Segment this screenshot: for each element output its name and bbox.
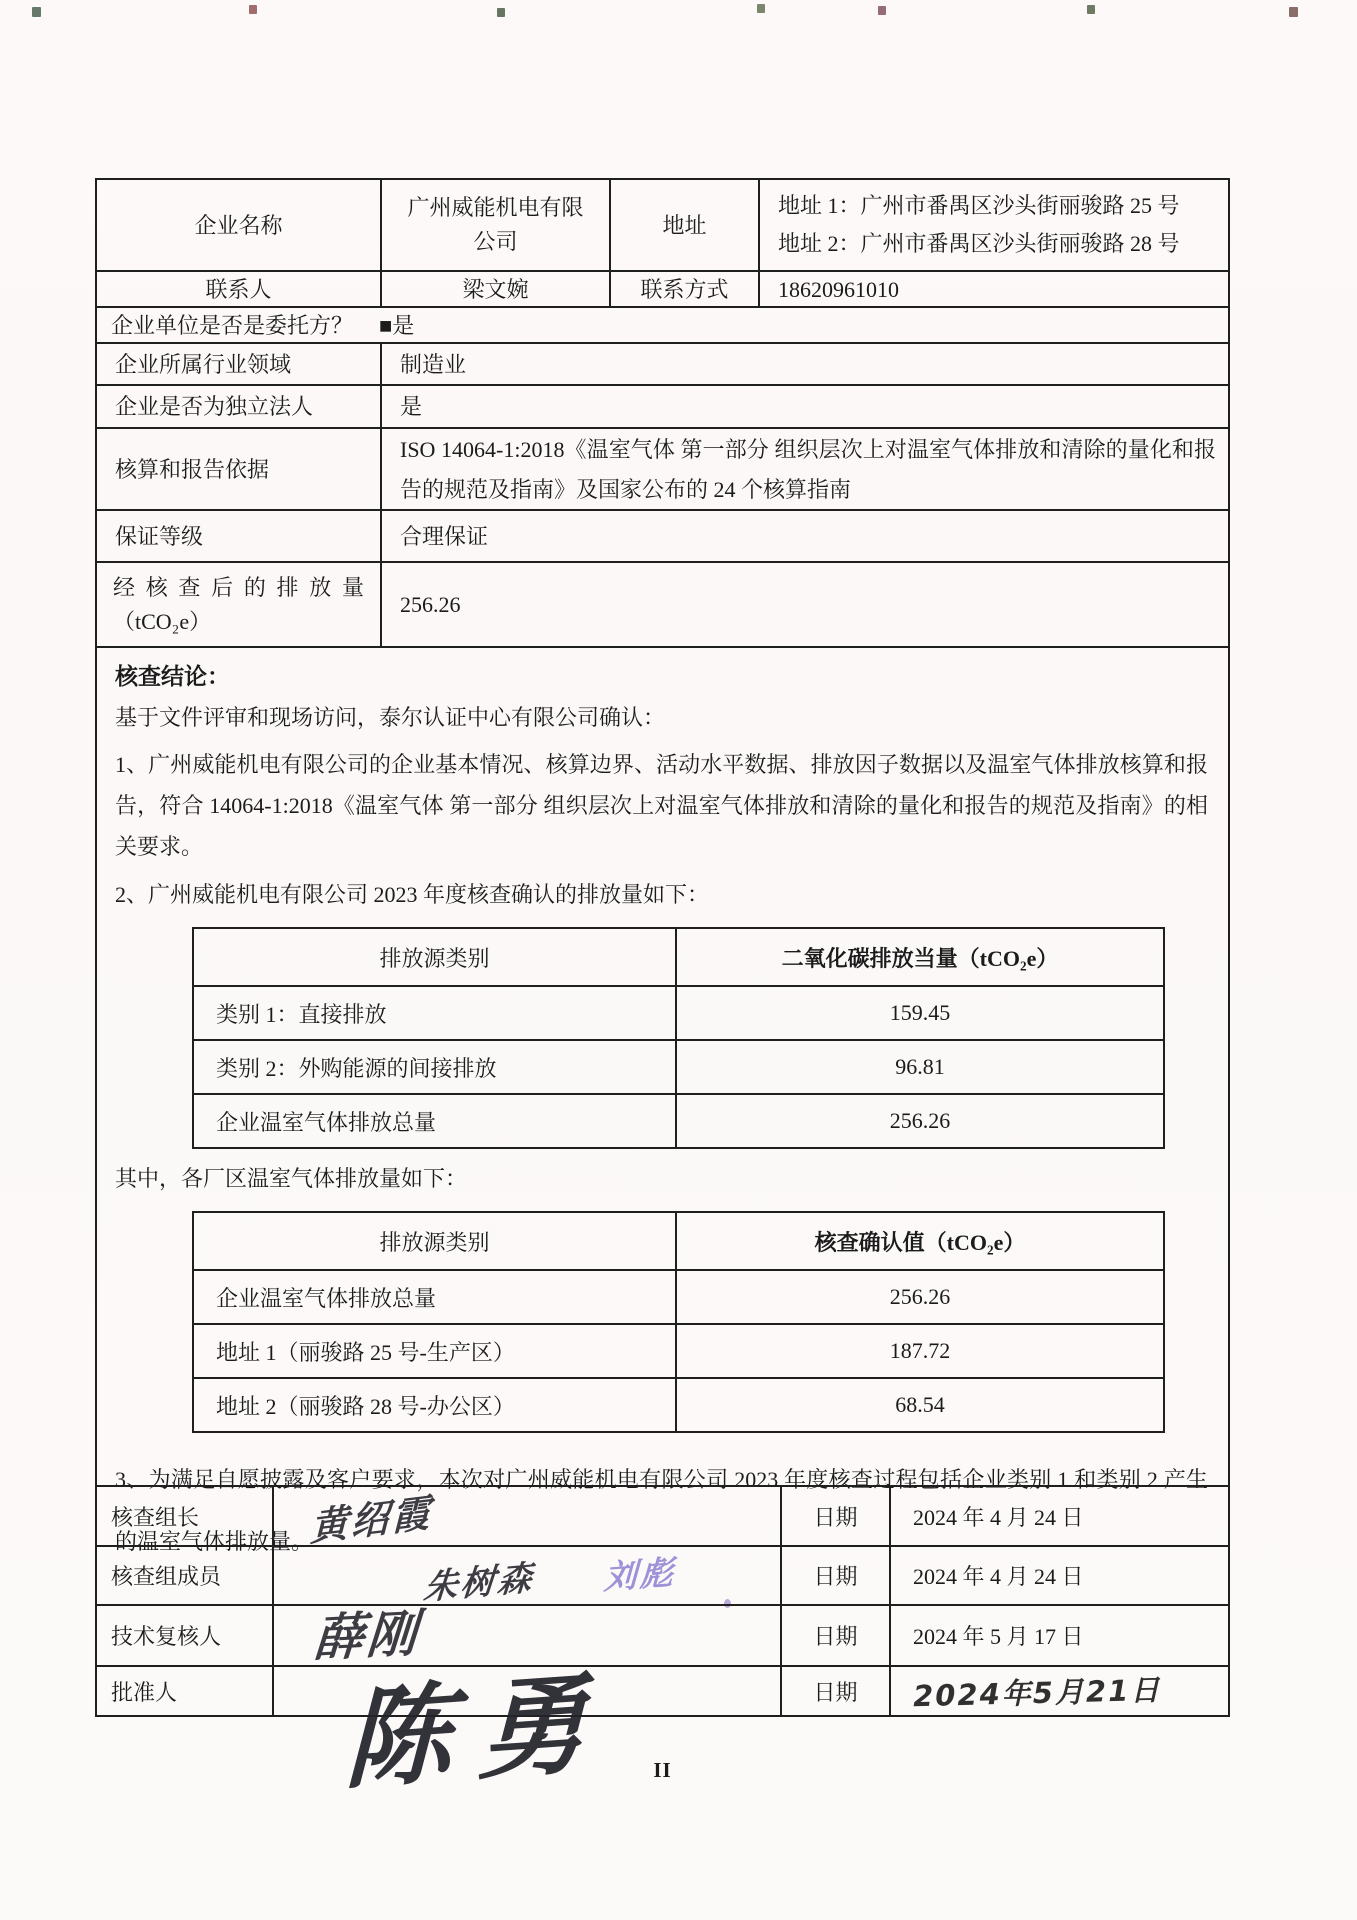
emission-source-header: 排放源类别 (379, 1229, 490, 1255)
scan-speck (1289, 7, 1298, 17)
phone-label: 联系方式 (609, 272, 758, 306)
site-1-value: 187.72 (675, 1325, 1163, 1377)
team-members-label: 核查组成员 (111, 1564, 222, 1589)
table-row (97, 270, 1228, 306)
site-2-label: 地址 2（丽骏路 28 号-办公区） (216, 1393, 515, 1419)
site-breakdown-note: 其中，各厂区温室气体排放量如下： (115, 1166, 468, 1191)
scan-speck (497, 8, 505, 17)
site-2-value: 68.54 (675, 1379, 1163, 1431)
basis-value: ISO 14064-1:2018《温室气体 第一部分 组织层次上对温室气体排放和清除的量化和报告的规范及指南》及国家公布的 24 个核算指南 (400, 437, 1216, 502)
approver-label: 批准人 (111, 1679, 178, 1705)
date-label: 日期 (780, 1667, 889, 1715)
contact-label: 联系人 (205, 276, 272, 302)
industry-label: 企业所属行业领域 (115, 351, 292, 377)
table-row (97, 384, 1228, 427)
scan-speck (32, 7, 41, 17)
conclusion-paragraph-3: 3、为满足自愿披露及客户要求，本次对广州威能机电有限公司 2023 年度核查过程包括企业类别 1 和类别 2 产生的温室气体排放量。 (115, 1467, 1208, 1554)
verified-emission-unit: （tCO₂e） (113, 608, 212, 634)
conclusion-paragraph-1: 1、广州威能机电有限公司的企业基本情况、核算边界、活动水平数据、排放因子数据以及温室气体排放核算和报告，符合 14064-1:2018《温室气体 第一部分 组织层次上对温室气体排放和清除的量化和报告的规范及指南》的相关要求。 (115, 752, 1208, 859)
category-1-label: 类别 1：直接排放 (216, 1001, 387, 1027)
technical-reviewer-label: 技术复核人 (111, 1624, 222, 1649)
legal-entity-label: 企业是否为独立法人 (115, 394, 314, 419)
emissions-by-site-table (192, 1211, 1165, 1433)
basis-label: 核算和报告依据 (115, 456, 270, 482)
contact-value: 梁文婉 (380, 272, 609, 306)
approver-signature: 陈勇 (343, 1660, 613, 1805)
conclusion-paragraph-2: 2、广州威能机电有限公司 2023 年度核查确认的排放量如下： (115, 882, 710, 907)
table-row (97, 180, 1228, 270)
table-row (97, 427, 1228, 509)
site-1-label: 地址 1（丽骏路 25 号-生产区） (216, 1339, 515, 1365)
table-row (194, 985, 1163, 1039)
scan-speck (1087, 5, 1095, 14)
emission-source-header: 排放源类别 (379, 945, 490, 971)
client-question: 企业单位是否是委托方？ (111, 312, 354, 338)
emissions-by-category-table (192, 927, 1165, 1149)
team-leader-label: 核查组长 (111, 1504, 200, 1530)
team-members-date: 2024 年 4 月 24 日 (889, 1547, 1228, 1604)
table-row (194, 1269, 1163, 1323)
scan-speck (249, 5, 257, 14)
table-row (194, 1093, 1163, 1147)
site-total-value: 256.26 (675, 1271, 1163, 1323)
date-label: 日期 (780, 1487, 889, 1545)
signature-row-team-members (97, 1545, 1228, 1609)
address-line-2: 地址 2：广州市番禺区沙头街丽骏路 28 号 (778, 231, 1180, 256)
table-header-row (194, 929, 1163, 985)
co2-equivalent-header: 二氧化碳排放当量（tCO₂e） (675, 929, 1163, 985)
table-row (194, 1377, 1163, 1431)
conclusion-title: 核查结论： (115, 663, 230, 689)
company-name-label: 企业名称 (194, 212, 283, 238)
site-total-label: 企业温室气体排放总量 (216, 1285, 437, 1311)
category-1-value: 159.45 (675, 987, 1163, 1039)
total-emission-value: 256.26 (675, 1095, 1163, 1147)
signature-row-team-leader (97, 1485, 1228, 1550)
table-header-row (194, 1213, 1163, 1269)
address-label: 地址 (609, 180, 758, 270)
assurance-label: 保证等级 (115, 523, 204, 549)
phone-value: 18620961010 (758, 272, 1228, 306)
date-label: 日期 (780, 1547, 889, 1604)
category-2-value: 96.81 (675, 1041, 1163, 1093)
table-row (97, 561, 1228, 646)
legal-entity-value: 是 (380, 386, 1228, 427)
verified-emission-value: 256.26 (380, 563, 1228, 646)
address-line-1: 地址 1：广州市番禺区沙头街丽骏路 25 号 (778, 193, 1180, 218)
technical-reviewer-date: 2024 年 5 月 17 日 (889, 1606, 1228, 1665)
industry-value: 制造业 (380, 344, 1228, 384)
page-number: II (653, 1758, 672, 1782)
assurance-value: 合理保证 (380, 511, 1228, 561)
team-leader-signature: 黄绍霞 (310, 1490, 433, 1550)
team-leader-date: 2024 年 4 月 24 日 (889, 1487, 1228, 1545)
table-row (97, 509, 1228, 561)
table-row (194, 1039, 1163, 1093)
approver-handwritten-date: 2024年5月21日 (912, 1672, 1162, 1713)
verified-emission-label: 经核查后的排放量 (113, 574, 364, 600)
table-row (97, 342, 1228, 384)
category-2-label: 类别 2：外购能源的间接排放 (216, 1055, 497, 1081)
team-member-2-signature: 刘彪 (603, 1552, 677, 1597)
scan-speck (878, 6, 886, 15)
date-label: 日期 (780, 1606, 889, 1665)
client-answer-checkbox: ■是 (379, 312, 415, 338)
team-member-1-signature: 朱树森 (422, 1557, 537, 1609)
company-name-value: 广州威能机电有限公司 (407, 195, 584, 254)
conclusion-intro: 基于文件评审和现场访问，泰尔认证中心有限公司确认： (115, 705, 666, 730)
technical-reviewer-signature: 薛刚 (311, 1604, 422, 1668)
verified-value-header: 核查确认值（tCO₂e） (675, 1213, 1163, 1269)
scan-speck (757, 4, 765, 13)
table-row (97, 306, 1228, 342)
table-row (194, 1323, 1163, 1377)
total-emission-label: 企业温室气体排放总量 (216, 1109, 437, 1135)
signature-row-technical-reviewer (97, 1604, 1228, 1668)
